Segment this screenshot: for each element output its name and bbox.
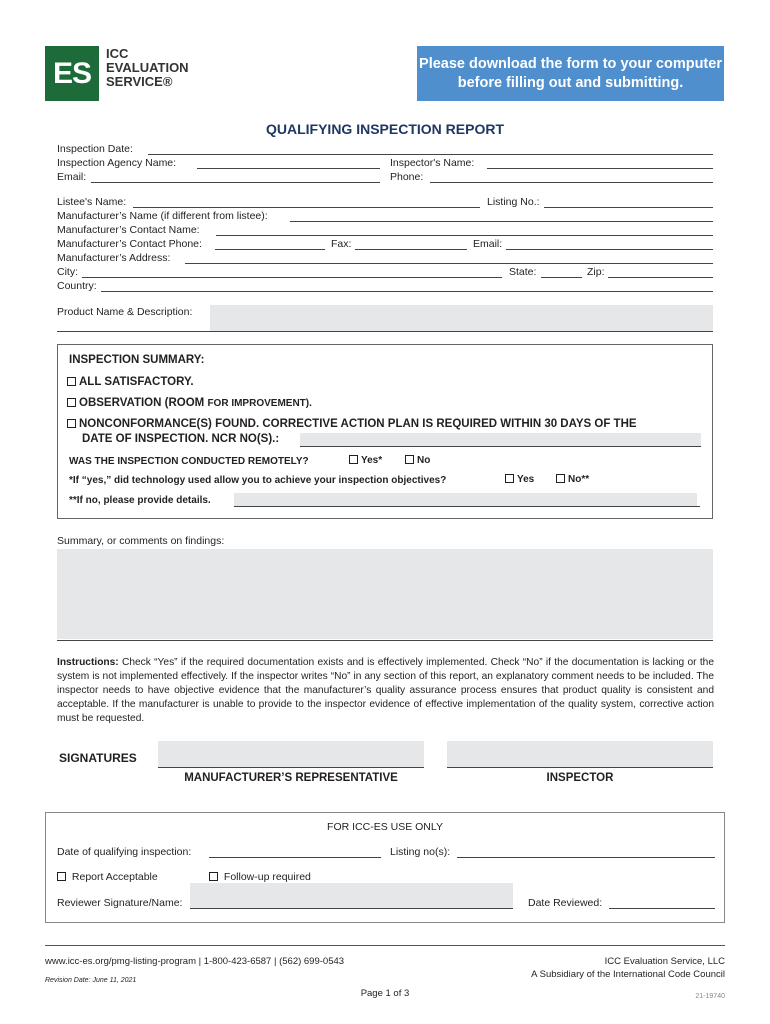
email-field[interactable]: [91, 171, 380, 183]
tech-yes-checkbox[interactable]: [505, 474, 514, 483]
inspector-name-label: Inspector's Name:: [390, 157, 475, 169]
tech-no-option[interactable]: No**: [556, 474, 589, 486]
manufacturer-contact-field[interactable]: [216, 224, 713, 236]
nonconformance-line2: DATE OF INSPECTION. NCR NO(S).:: [82, 433, 280, 445]
inspector-name-field[interactable]: [487, 157, 713, 169]
footer-company: ICC Evaluation Service, LLC: [604, 956, 725, 967]
email2-label: Email:: [473, 238, 503, 250]
inspection-date-label: Inspection Date:: [57, 143, 133, 155]
page-number: Page 1 of 3: [360, 988, 410, 999]
remote-no-checkbox[interactable]: [405, 455, 414, 464]
revision-date: Revision Date: June 11, 2021: [45, 977, 137, 984]
product-label: Product Name & Description:: [57, 306, 193, 318]
inspection-date-field[interactable]: [148, 143, 713, 155]
follow-up-checkbox[interactable]: [209, 872, 218, 881]
page-title: QUALIFYING INSPECTION REPORT: [265, 121, 504, 137]
city-label: City:: [57, 266, 78, 278]
tech-yes-option[interactable]: Yes: [505, 474, 534, 486]
product-line: [57, 331, 713, 332]
state-field[interactable]: [541, 266, 582, 278]
inspector-signature-field[interactable]: [447, 741, 713, 767]
remote-yes-checkbox[interactable]: [349, 455, 358, 464]
remote-no-option[interactable]: No: [405, 455, 430, 467]
technology-question: *If “yes,” did technology used allow you to achieve your inspection objectives?: [69, 475, 447, 486]
footer-subsidiary: A Subsidiary of the International Code Council: [531, 969, 725, 980]
manufacturer-address-field[interactable]: [185, 252, 713, 264]
manufacturer-phone-field[interactable]: [215, 238, 325, 250]
fax-label: Fax:: [331, 238, 352, 250]
listee-name-field[interactable]: [133, 196, 480, 208]
listing-no-label: Listing No.:: [487, 196, 540, 208]
reviewer-signature-field[interactable]: [190, 883, 513, 909]
email-label: Email:: [57, 171, 87, 183]
listing-nos-label: Listing no(s):: [390, 846, 451, 858]
zip-label: Zip:: [587, 266, 605, 278]
document-code: 21-19740: [695, 993, 725, 1000]
report-acceptable-checkbox[interactable]: [57, 872, 66, 881]
manufacturer-name-field[interactable]: [290, 210, 713, 222]
inspector-label: INSPECTOR: [546, 772, 614, 784]
footer-contact: www.icc-es.org/pmg-listing-program | 1-800-423-6587 | (562) 699-0543: [45, 956, 345, 967]
listee-name-label: Listee's Name:: [57, 196, 127, 208]
details-label: **If no, please provide details.: [69, 495, 211, 506]
all-satisfactory-checkbox[interactable]: [67, 377, 76, 386]
manufacturer-signature-field[interactable]: [158, 741, 424, 767]
phone-field[interactable]: [430, 171, 713, 183]
instructions-text: Instructions: Check “Yes” if the required documentation exists and is effectively implemented. Check “No” if the documentation is lacking or the system is not implemented effectively. If the inspector writes “No” in any section of this report, an explanatory comment needs to be included. The inspector needs to have objective evidence that the manufacturer’s quality assurance process ensures that product quality is consistent and acceptable. If the manufacturer is unable to provide to the inspector evidence of effective implementation of the quality system, corrective action must be requested.: [57, 657, 714, 724]
reviewer-label: Reviewer Signature/Name:: [57, 897, 183, 909]
product-field[interactable]: [210, 305, 713, 331]
listing-no-field[interactable]: [544, 196, 713, 208]
all-satisfactory-option[interactable]: ALL SATISFACTORY.: [67, 376, 194, 388]
details-field[interactable]: [234, 493, 697, 507]
phone-label: Phone:: [390, 171, 424, 183]
remote-question: WAS THE INSPECTION CONDUCTED REMOTELY?: [69, 456, 309, 467]
state-label: State:: [509, 266, 537, 278]
comments-field[interactable]: [57, 549, 713, 639]
date-reviewed-field[interactable]: [609, 897, 715, 909]
country-label: Country:: [57, 280, 97, 292]
manufacturer-contact-label: Manufacturer’s Contact Name:: [57, 224, 200, 236]
qualifying-date-label: Date of qualifying inspection:: [57, 846, 192, 858]
nonconformance-checkbox[interactable]: [67, 419, 76, 428]
es-logo: ES: [45, 46, 99, 101]
inspection-agency-label: Inspection Agency Name:: [57, 157, 177, 169]
signatures-heading: SIGNATURES: [59, 751, 137, 765]
footer-divider: [45, 945, 725, 946]
inspection-agency-field[interactable]: [197, 157, 380, 169]
follow-up-option[interactable]: Follow-up required: [209, 871, 311, 883]
date-reviewed-label: Date Reviewed:: [528, 897, 603, 909]
fax-field[interactable]: [355, 238, 467, 250]
observation-checkbox[interactable]: [67, 398, 76, 407]
email2-field[interactable]: [506, 238, 713, 250]
comments-label: Summary, or comments on findings:: [57, 535, 225, 547]
download-banner: Please download the form to your computer before filling out and submitting.: [417, 46, 724, 101]
logo-text: ICC EVALUATION SERVICE®: [106, 46, 189, 89]
country-field[interactable]: [101, 280, 713, 292]
listing-nos-field[interactable]: [457, 846, 715, 858]
zip-field[interactable]: [608, 266, 713, 278]
manufacturer-rep-label: MANUFACTURER’S REPRESENTATIVE: [184, 772, 398, 784]
city-field[interactable]: [82, 266, 502, 278]
manufacturer-address-label: Manufacturer’s Address:: [57, 252, 171, 264]
report-acceptable-option[interactable]: Report Acceptable: [57, 871, 158, 883]
summary-heading: INSPECTION SUMMARY:: [69, 354, 205, 366]
manufacturer-phone-label: Manufacturer’s Contact Phone:: [57, 238, 202, 250]
remote-yes-option[interactable]: Yes*: [349, 455, 382, 467]
manufacturer-name-label: Manufacturer’s Name (if different from listee):: [57, 210, 268, 222]
nonconformance-option[interactable]: NONCONFORMANCE(S) FOUND. CORRECTIVE ACTION PLAN IS REQUIRED WITHIN 30 DAYS OF THE: [67, 418, 637, 430]
tech-no-checkbox[interactable]: [556, 474, 565, 483]
observation-option[interactable]: OBSERVATION (ROOM FOR IMPROVEMENT).: [67, 397, 312, 410]
ncr-number-field[interactable]: [300, 433, 701, 447]
icc-use-heading: FOR ICC-ES USE ONLY: [327, 821, 443, 833]
qualifying-date-field[interactable]: [209, 846, 381, 858]
